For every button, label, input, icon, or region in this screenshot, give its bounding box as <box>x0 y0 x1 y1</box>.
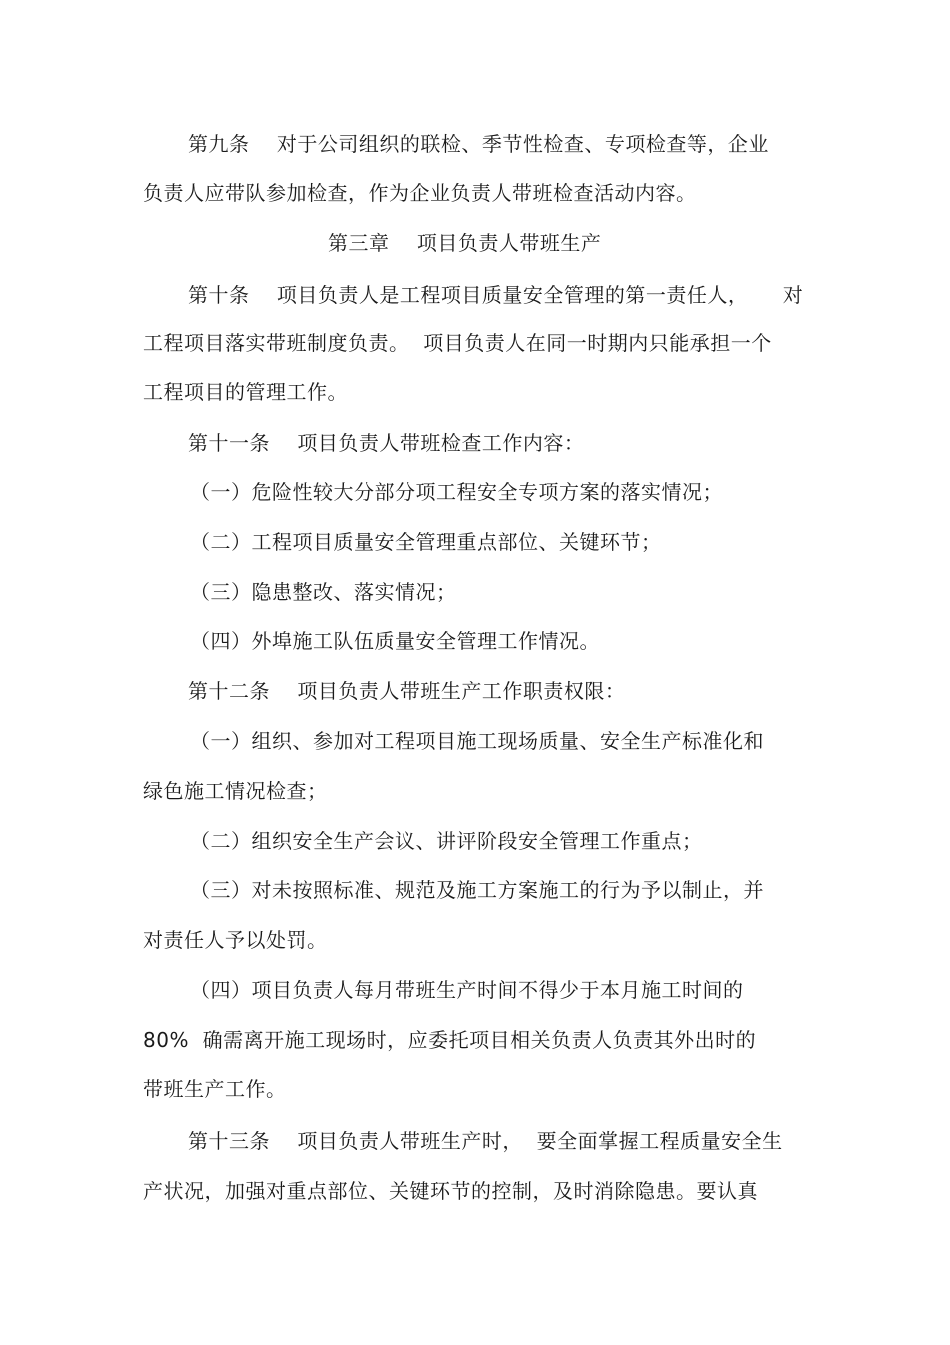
article-11-item-1: （一）危险性较大分部分项工程安全专项方案的落实情况； <box>190 480 723 504</box>
article-13-line-2: 产状况，加强对重点部位、关键环节的控制，及时消除隐患。要认真 <box>143 1179 758 1203</box>
article-12-item-3-line-1: （三）对未按照标准、规范及施工方案施工的行为予以制止，并 <box>190 878 764 902</box>
article-12-item-1-line-1: （一）组织、参加对工程项目施工现场质量、安全生产标准化和 <box>190 729 764 753</box>
article-11-item-3: （三）隐患整改、落实情况； <box>190 580 457 604</box>
article-12-item-4-line-2: 80% 确需离开施工现场时，应委托项目相关负责人负责其外出时的 <box>143 1028 757 1052</box>
article-12-heading: 第十二条 项目负责人带班生产工作职责权限： <box>188 679 626 703</box>
article-12-item-2: （二）组织安全生产会议、讲评阶段安全管理工作重点； <box>190 829 703 853</box>
article-10-line-2: 工程项目落实带班制度负责。 项目负责人在同一时期内只能承担一个 <box>143 331 772 355</box>
article-10-line-1: 第十条 项目负责人是工程项目质量安全管理的第一责任人， 对 <box>188 283 804 307</box>
article-9-line-1: 第九条 对于公司组织的联检、季节性检查、专项检查等，企业 <box>188 132 769 156</box>
article-12-item-4-line-3: 带班生产工作。 <box>143 1077 287 1101</box>
article-12-item-4-line-1: （四）项目负责人每月带班生产时间不得少于本月施工时间的 <box>190 978 744 1002</box>
article-11-heading: 第十一条 项目负责人带班检查工作内容： <box>188 431 585 455</box>
article-12-item-1-line-2: 绿色施工情况检查； <box>143 779 328 803</box>
article-11-item-2: （二）工程项目质量安全管理重点部位、关键环节； <box>190 530 662 554</box>
article-10-line-3: 工程项目的管理工作。 <box>143 380 348 404</box>
article-11-item-4: （四）外埠施工队伍质量安全管理工作情况。 <box>190 629 600 653</box>
article-9-line-2: 负责人应带队参加检查，作为企业负责人带班检查活动内容。 <box>143 181 697 205</box>
article-13-line-1: 第十三条 项目负责人带班生产时， 要全面掌握工程质量安全生 <box>188 1129 783 1153</box>
chapter-3-heading: 第三章 项目负责人带班生产 <box>328 231 602 255</box>
article-12-item-3-line-2: 对责任人予以处罚。 <box>143 928 328 952</box>
